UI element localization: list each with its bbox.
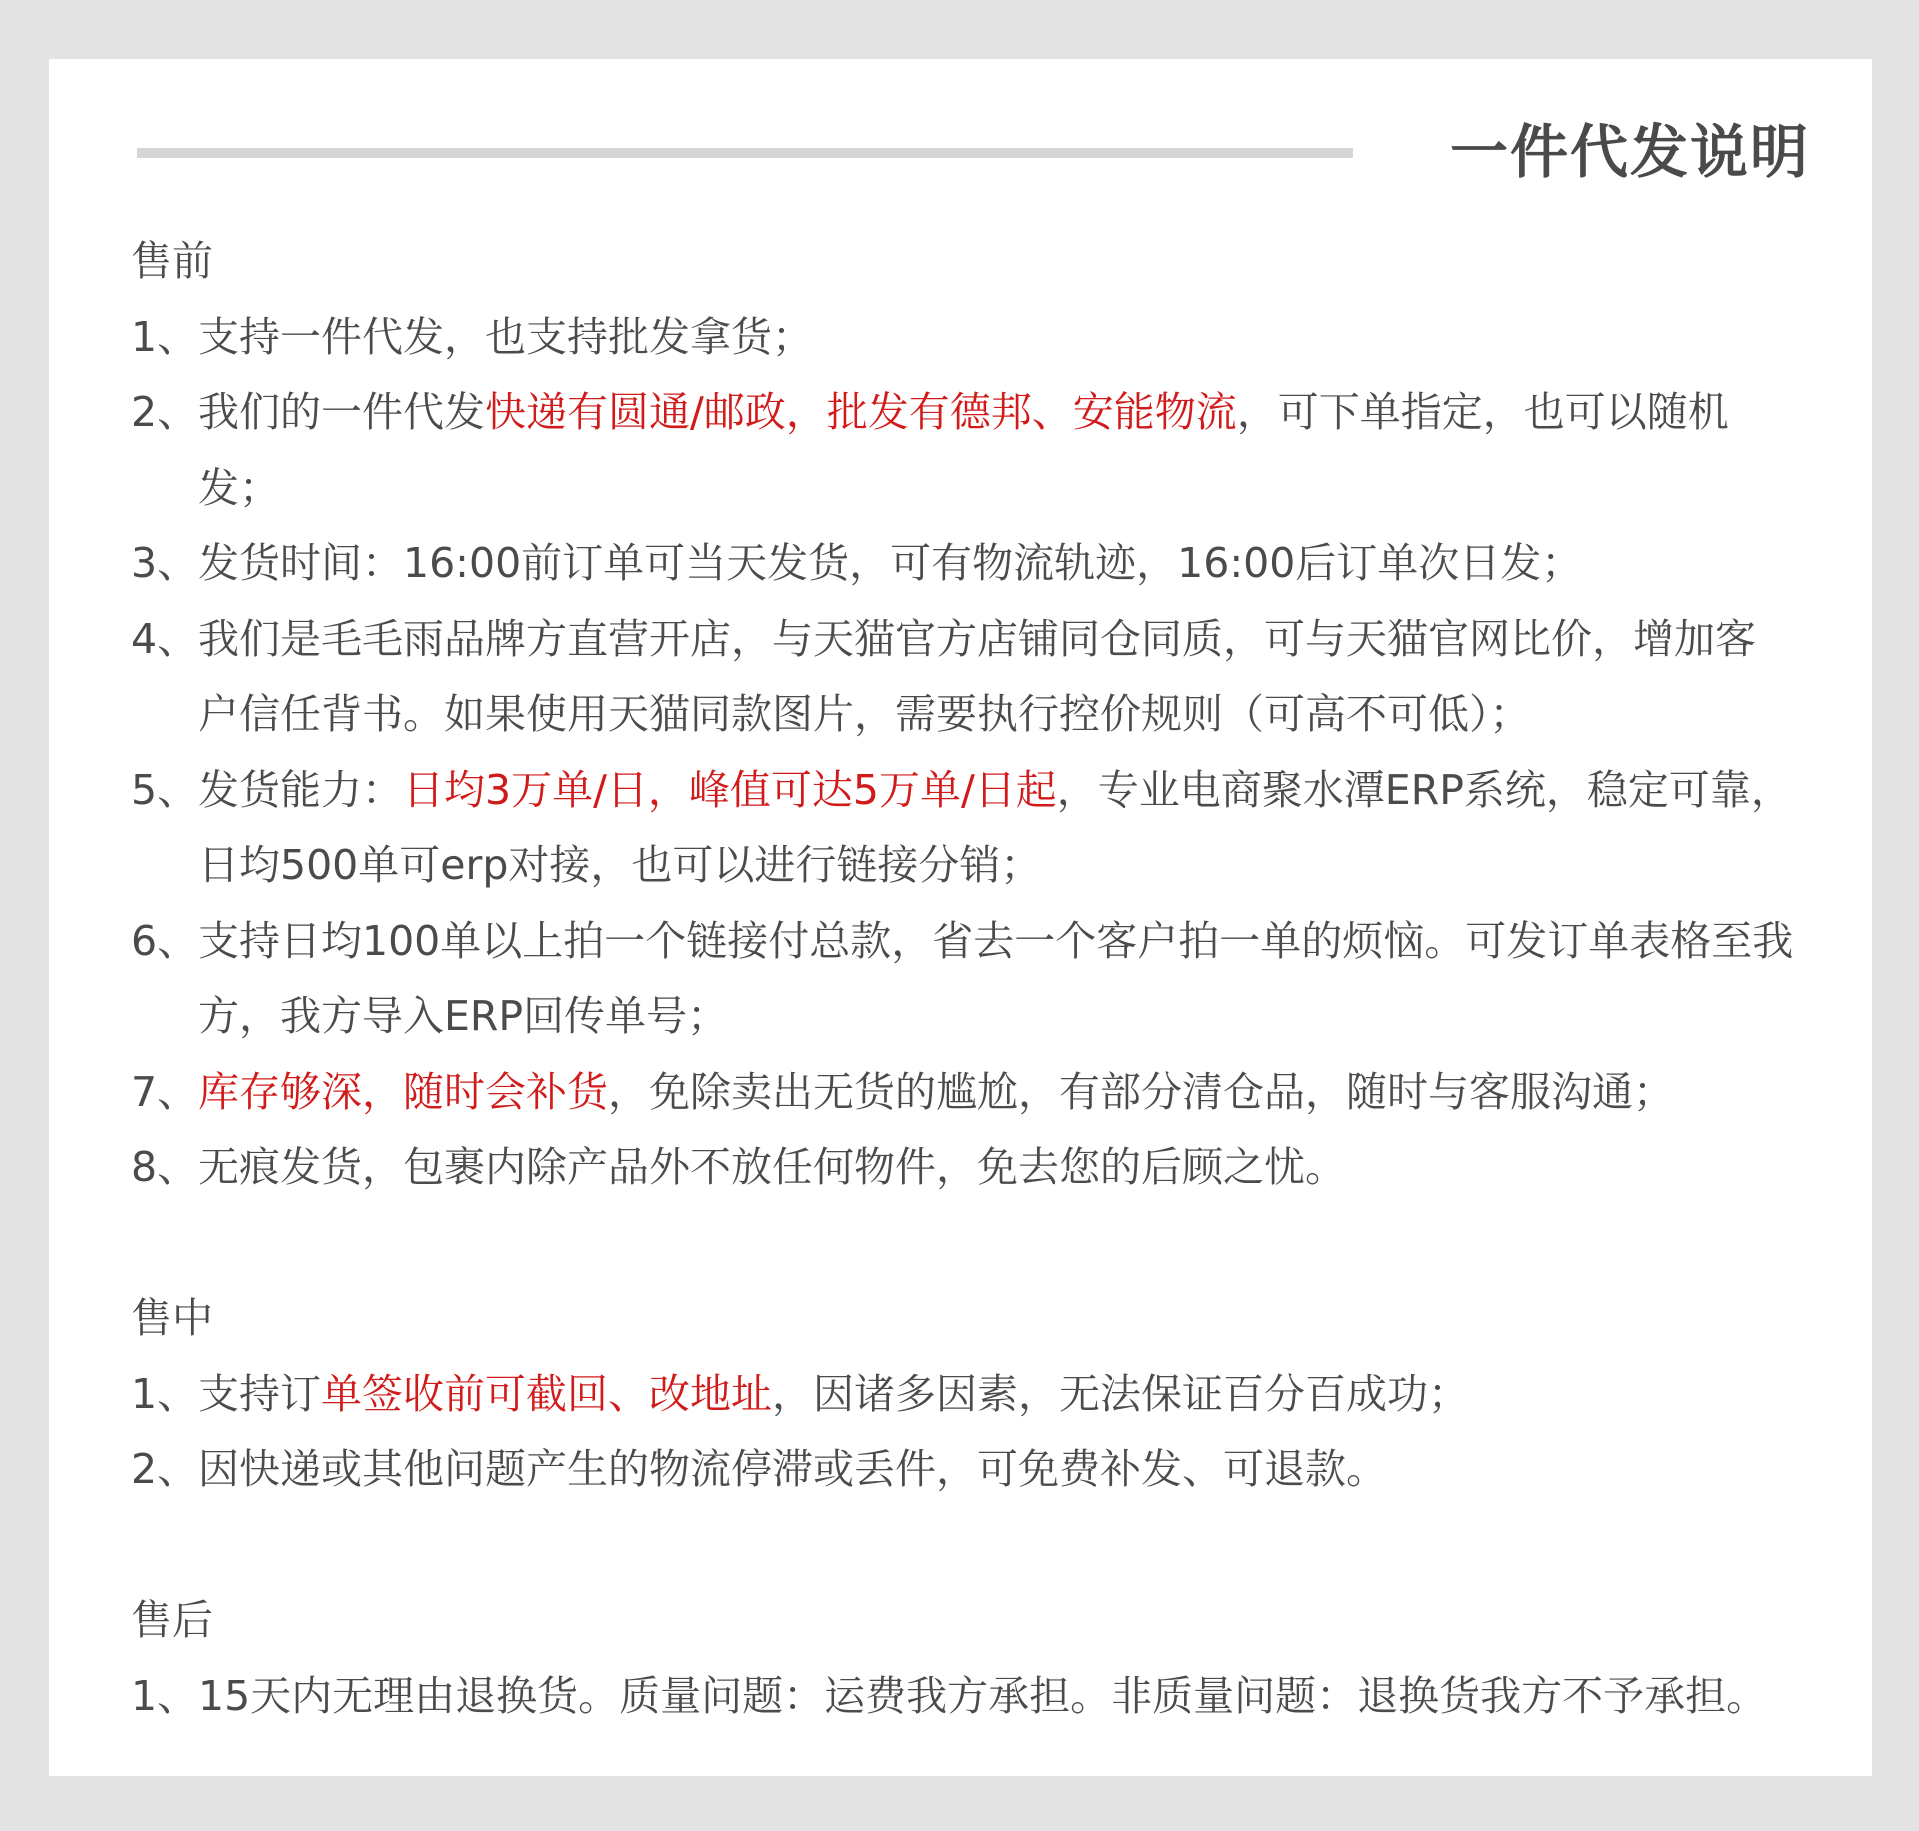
list-item	[131, 1055, 1796, 1131]
section-title-insale: 售中	[131, 1294, 213, 1342]
page-title: 一件代发说明	[1449, 118, 1810, 186]
section-gap	[131, 1508, 1796, 1584]
item-text	[198, 904, 1796, 1055]
item-text-highlight: 库存够深，随时会补货	[198, 1067, 608, 1116]
list-item	[131, 526, 1796, 602]
item-number: 2、	[131, 388, 199, 436]
item-number: 1、	[131, 1369, 199, 1418]
section-title-presale: 售前	[131, 237, 213, 285]
item-text-highlight: 快递有圆通/邮政，批发有德邦、安能物流	[485, 388, 1237, 436]
item-text-highlight: 单签收前可截回、改地址	[321, 1369, 772, 1418]
list-item	[131, 602, 1796, 753]
item-text-part: ，专业电商聚水潭ERP系统，稳定可靠，日均500单可erp对接，也可以进行链接分销；	[198, 765, 1792, 889]
item-text-part: 我们是毛毛雨品牌方直营开店，与天猫官方店铺同仓同质，可与天猫官网比价，增加客户信任背书。如果使用天猫同款图片，需要执行控价规则（可高不可低）；	[198, 614, 1756, 738]
item-text	[198, 1055, 1796, 1131]
item-text-part: 15天内无理由退换货。质量问题：运费我方承担。非质量问题：退换货我方不予承担。	[198, 1671, 1768, 1720]
section-gap	[131, 1206, 1796, 1282]
list-item	[131, 1659, 1796, 1735]
list-item	[131, 375, 1796, 526]
item-text	[198, 1432, 1796, 1508]
item-number: 1、	[131, 1671, 199, 1720]
item-text-part: 发货能力：	[198, 765, 403, 814]
list-item	[131, 904, 1796, 1055]
section-title-aftersale: 售后	[131, 1596, 213, 1644]
list-item	[131, 300, 1796, 376]
item-text	[198, 1659, 1796, 1735]
item-number: 2、	[131, 1445, 199, 1493]
item-text	[198, 1130, 1796, 1206]
item-text-part: 支持订	[198, 1369, 321, 1418]
item-text	[198, 602, 1796, 753]
item-text	[198, 526, 1796, 602]
item-text-part: ，可下单指定，也可以随机发；	[198, 388, 1729, 512]
item-text	[198, 1357, 1796, 1433]
item-text-part: 无痕发货，包裹内除产品外不放任何物件，免去您的后顾之忧。	[198, 1143, 1346, 1191]
item-text-part: 支持一件代发，也支持批发拿货；	[198, 312, 813, 361]
item-text	[198, 375, 1796, 526]
header-divider	[137, 148, 1353, 158]
item-text-part: ，因诸多因素，无法保证百分百成功；	[772, 1369, 1469, 1418]
item-text-part: 我们的一件代发	[198, 388, 485, 436]
item-text	[198, 753, 1796, 904]
item-number: 8、	[131, 1143, 199, 1191]
content	[131, 224, 1796, 1734]
item-text	[198, 300, 1796, 376]
item-number: 7、	[131, 1067, 199, 1116]
item-text-highlight: 日均3万单/日，峰值可达5万单/日起	[403, 765, 1057, 814]
item-text-part: 支持日均100单以上拍一个链接付总款，省去一个客户拍一单的烦恼。可发订单表格至我方，我方导入ERP回传单号；	[198, 916, 1794, 1040]
list-item	[131, 1432, 1796, 1508]
item-text-part: 因快递或其他问题产生的物流停滞或丢件，可免费补发、可退款。	[198, 1445, 1387, 1493]
list-item	[131, 1130, 1796, 1206]
list-item	[131, 1357, 1796, 1433]
item-number: 6、	[131, 916, 199, 965]
item-text-part: ，免除卖出无货的尴尬，有部分清仓品，随时与客服沟通；	[608, 1067, 1674, 1116]
item-number: 3、	[131, 539, 199, 587]
item-text-part: 发货时间：16:00前订单可当天发货，可有物流轨迹，16:00后订单次日发；	[198, 539, 1583, 587]
item-number: 1、	[131, 312, 199, 361]
list-item	[131, 753, 1796, 904]
item-number: 4、	[131, 614, 199, 663]
item-number: 5、	[131, 765, 199, 814]
